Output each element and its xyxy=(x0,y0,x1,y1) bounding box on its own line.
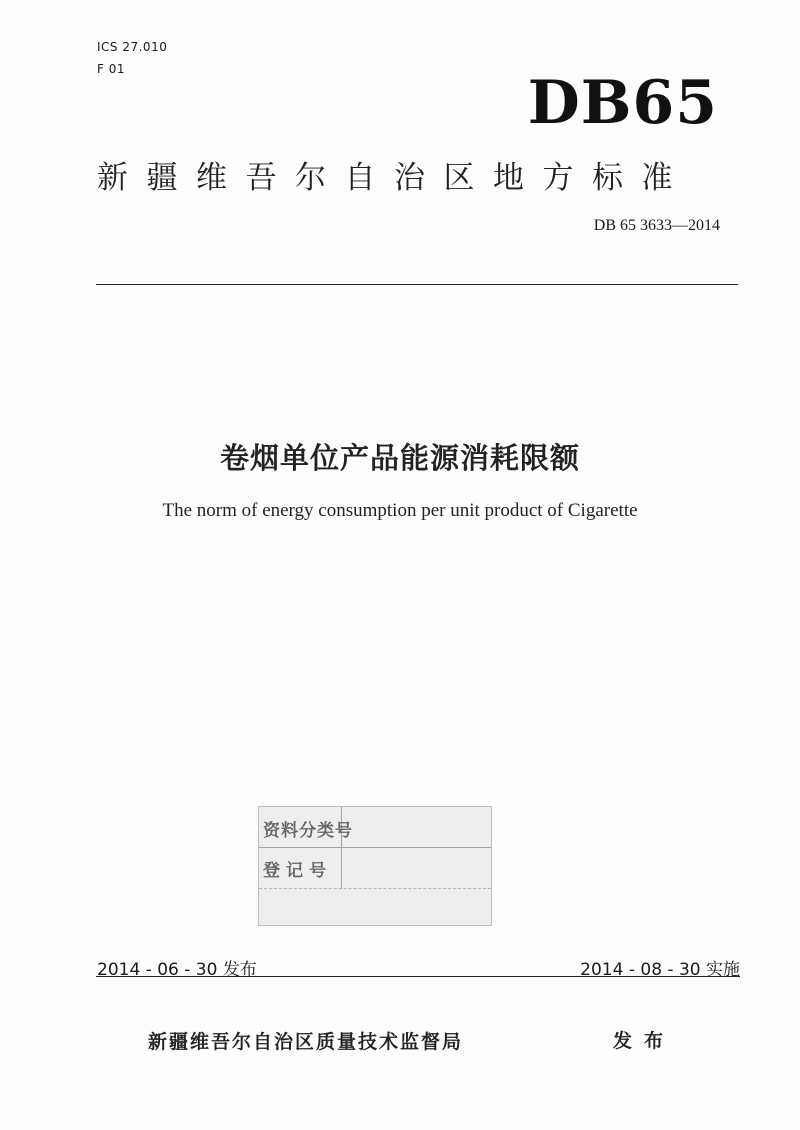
stamp-value-category xyxy=(349,816,483,838)
document-title-cn: 卷烟单位产品能源消耗限额 xyxy=(219,441,580,475)
document-title-en: The norm of energy consumption per unit product of Cigarette xyxy=(162,500,638,521)
archive-stamp xyxy=(258,806,492,926)
standard-class-title: 新疆维吾尔自治区地方标准 xyxy=(97,160,691,196)
stamp-label-category: 资料分类号 xyxy=(263,821,353,841)
bottom-divider xyxy=(96,976,740,977)
ccs-code: F 01 xyxy=(97,62,125,76)
top-divider xyxy=(96,284,738,285)
publisher-name: 新疆维吾尔自治区质量技术监督局 xyxy=(148,1031,464,1053)
implementation-date: 2014 - 08 - 30 实施 xyxy=(580,960,740,980)
issue-date: 2014 - 06 - 30 发布 xyxy=(97,960,257,980)
stamp-value-register xyxy=(349,856,483,878)
standard-logo: DB65 xyxy=(527,68,718,138)
ics-code: ICS 27.010 xyxy=(97,40,168,54)
publish-label: 发布 xyxy=(613,1030,676,1052)
stamp-label-register: 登记号 xyxy=(263,861,332,881)
standard-number: DB 65 3633—2014 xyxy=(593,217,720,234)
